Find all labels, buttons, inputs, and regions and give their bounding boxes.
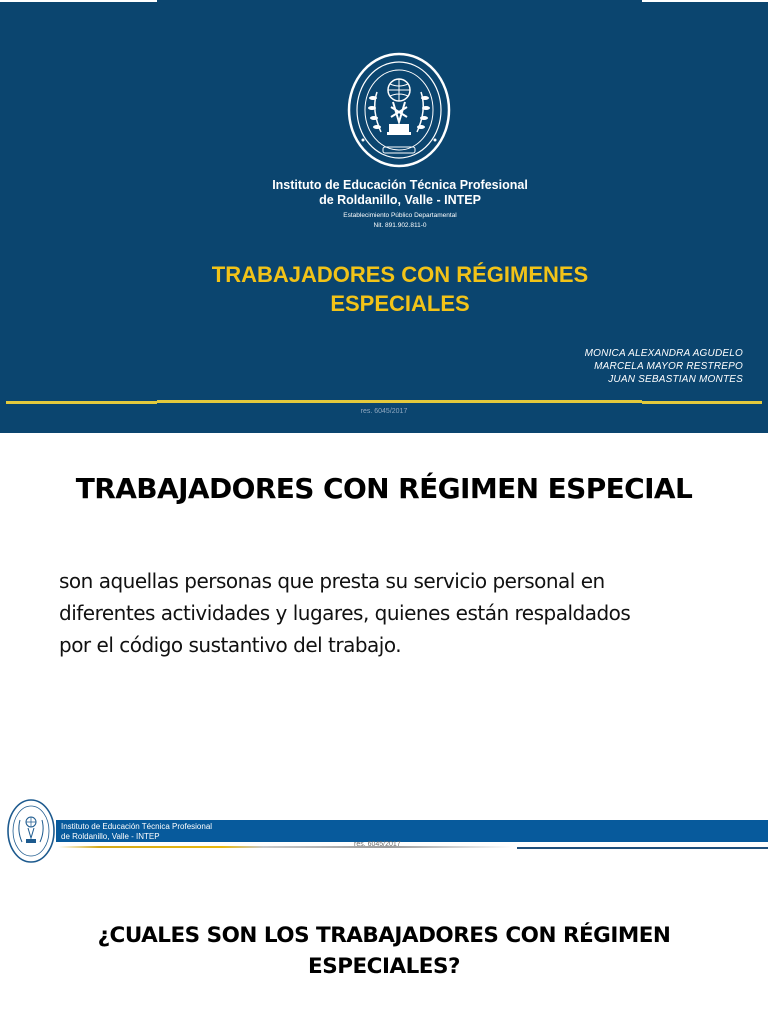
- institution-type: Establecimiento Público Departamental: [343, 212, 457, 219]
- slide-divider: [0, 0, 157, 2]
- presentation-title: [100, 260, 700, 318]
- body-line: diferentes actividades y lugares, quienes están respaldados: [59, 601, 631, 625]
- presentation-title-line2: ESPECIALES: [330, 291, 470, 316]
- institution-name-line1: Instituto de Educación Técnica Profesional: [272, 178, 528, 192]
- accent-stripe: [517, 847, 768, 849]
- title-slide: [0, 0, 768, 433]
- institution-name-line2: de Roldanillo, Valle - INTEP: [319, 193, 481, 207]
- accent-stripe: [58, 846, 263, 848]
- body-line: son aquellas personas que presta su servicio personal en: [59, 569, 605, 593]
- resolution-label: res. 6045/2017: [360, 408, 408, 415]
- slide-title-line2: ESPECIALES?: [308, 954, 460, 979]
- authors-list: [443, 347, 743, 386]
- intep-seal-icon: [6, 798, 56, 864]
- author-name: MONICA ALEXANDRA AGUDELO: [584, 348, 743, 359]
- institution-name: [61, 822, 212, 841]
- slide-body-text: [59, 565, 719, 661]
- slide-title: TRABAJADORES CON RÉGIMEN ESPECIAL: [75, 472, 693, 505]
- slide-title-line1: ¿CUALES SON LOS TRABAJADORES CON RÉGIMEN: [97, 923, 671, 948]
- accent-line: [6, 401, 157, 404]
- institution-name: [200, 178, 600, 208]
- accent-line: [157, 400, 642, 403]
- institution-name-line2: de Roldanillo, Valle - INTEP: [61, 831, 160, 841]
- intep-seal-icon: [347, 52, 451, 168]
- slide-divider: [642, 0, 768, 2]
- body-line: por el código sustantivo del trabajo.: [59, 633, 402, 657]
- institution-nit: Nit. 891.902.811-0: [373, 222, 427, 229]
- institution-name-line1: Instituto de Educación Técnica Profesional: [61, 822, 213, 831]
- resolution-label: res. 6045/2017: [354, 841, 401, 848]
- accent-line: [642, 401, 762, 404]
- institution-details: [200, 211, 600, 231]
- slide-title: [60, 920, 708, 982]
- author-name: MARCELA MAYOR RESTREPO: [594, 361, 743, 372]
- presentation-title-line1: TRABAJADORES CON RÉGIMENES: [211, 262, 589, 287]
- author-name: JUAN SEBASTIAN MONTES: [608, 374, 743, 385]
